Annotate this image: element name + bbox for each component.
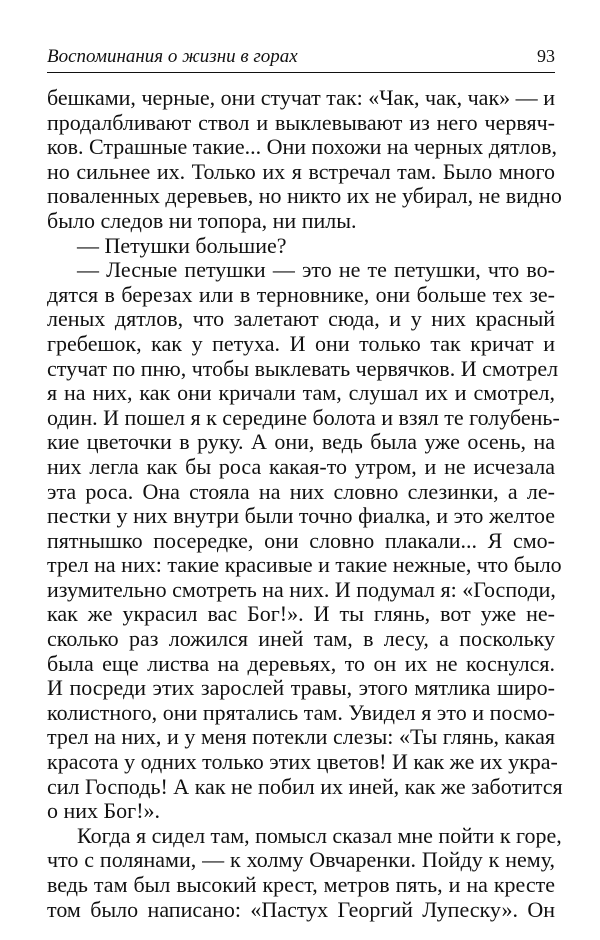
text-line: эта роса. Она стояла на них словно слезинки, а ле-: [47, 478, 555, 504]
text-line: сил Господь! А как не побил их иней, как же заботится: [47, 773, 563, 799]
running-header: [47, 44, 555, 73]
text-line: была еще листва на деревьях, то он их не коснулся.: [47, 650, 555, 676]
text-line: пестки у них внутри были точно фиалка, и это желтое: [47, 503, 555, 529]
text-line: — Петушки большие?: [77, 232, 287, 258]
text-line: трел на них: такие красивые и такие нежные, что было: [47, 552, 562, 578]
page-number: 93: [537, 46, 555, 66]
text-line: том было написано: «Пастух Георгий Лупеску». Он: [47, 896, 555, 922]
text-line: леных дятлов, что залетают сюда, и у них красный: [47, 306, 555, 332]
text-line: Когда я сидел там, помысл сказал мне пойти к горе,: [77, 822, 562, 848]
text-line: поваленных деревьев, но никто их не убирал, не видно: [47, 183, 562, 209]
text-line: И посреди этих зарослей травы, этого мятлика широ-: [47, 675, 555, 701]
text-line: красота у одних только этих цветов! И как же их укра-: [47, 749, 558, 775]
text-line: них легла как бы роса какая-то утром, и не исчезала: [47, 453, 555, 479]
text-line: как же украсил вас Бог!». И ты глянь, вот уже не-: [47, 601, 555, 627]
text-line: пятнышко посередке, они словно плакали... Я смо-: [47, 527, 555, 553]
text-line: колистного, они прятались там. Увидел я это и посмо-: [47, 699, 555, 725]
text-line: что с полянами, — к холму Овчаренки. Пойду к нему,: [47, 847, 555, 873]
text-line: трел на них, и у меня потекли слезы: «Ты глянь, какая: [47, 724, 555, 750]
text-line: но сильнее их. Только их я встречал там. Было много: [47, 158, 555, 184]
text-line: продалбливают ствол и выклевывают из него червяч-: [47, 109, 555, 135]
text-line: дятся в березах или в терновнике, они больше тех зе-: [47, 281, 555, 307]
body-text: [47, 85, 563, 922]
text-line: ков. Страшные такие... Они похожи на черных дятлов,: [47, 134, 558, 160]
text-line: кие цветочки в руку. А они, ведь была уже осень, на: [47, 429, 555, 455]
text-line: стучат по пню, чтобы выклевать червячков. И смотрел: [47, 355, 559, 381]
text-line: было следов ни топора, ни пилы.: [47, 207, 357, 233]
text-line: о них Бог!».: [47, 798, 161, 824]
running-title: Воспоминания о жизни в горах: [47, 46, 298, 67]
text-line: бешками, черные, они стучат так: «Чак, чак, чак» — и: [47, 85, 555, 110]
text-line: изумительно смотреть на них. И подумал я: «Господи,: [47, 576, 556, 602]
text-line: один. И пошел я к середине болота и взял те голубень-: [47, 404, 560, 430]
text-line: ведь там был высокий крест, метров пять, и на кресте: [47, 872, 555, 897]
text-line: я на них, как они кричали там, слушал их и смотрел,: [47, 380, 555, 406]
text-line: — Лесные петушки — это не те петушки, что во-: [77, 257, 555, 283]
text-line: сколько раз ложился иней там, в лесу, а поскольку: [47, 626, 555, 652]
text-line: гребешок, как у петуха. И они только так кричат и: [47, 330, 555, 356]
